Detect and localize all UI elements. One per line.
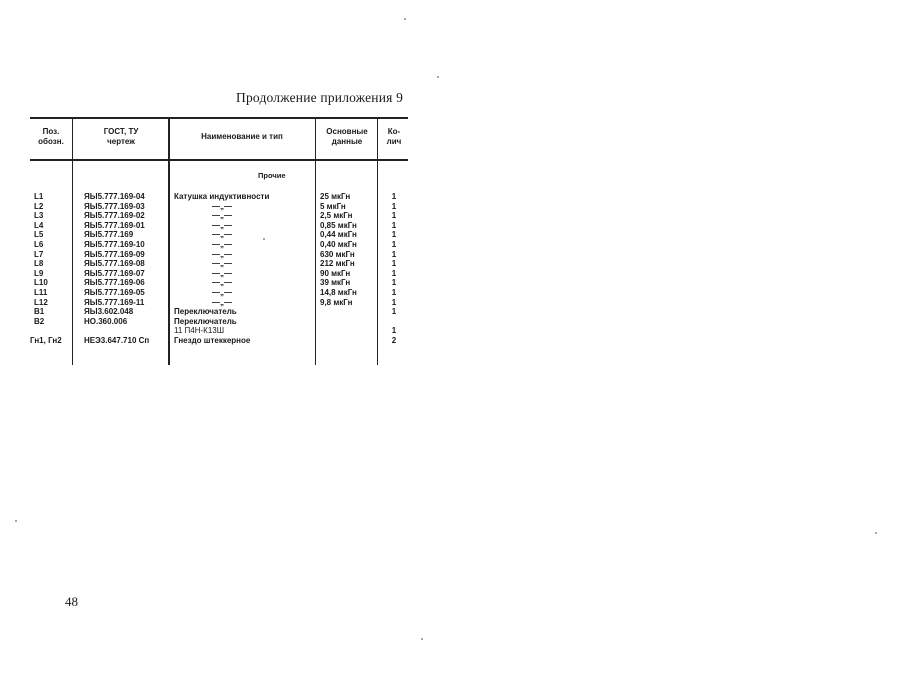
cell-pos: L9 (34, 268, 44, 278)
cell-gost: ЯЫ5.777.169-04 (84, 192, 145, 201)
cell-name: —„— (212, 297, 232, 307)
cell-name: —„— (212, 278, 232, 288)
cell-data (320, 317, 357, 327)
cell-data: 0,85 мкГн (320, 220, 357, 230)
cell-qty: 1 (391, 220, 397, 230)
column-qty (388, 192, 400, 346)
cell-gost: ЯЫ5.777.169-11 (84, 297, 145, 307)
header-pos: Поз. обозн. (38, 127, 64, 146)
table-top-border (30, 117, 408, 119)
cell-name: Переключатель (174, 316, 237, 326)
cell-name: —„— (212, 211, 232, 221)
cell-pos: L3 (34, 211, 44, 221)
cell-pos: B2 (34, 316, 45, 326)
cell-gost: ЯЫ5.777.169-10 (84, 239, 145, 249)
cell-qty: 1 (391, 201, 397, 211)
cell-pos: L8 (34, 259, 44, 269)
column-divider (168, 117, 170, 365)
column-name (174, 192, 269, 346)
cell-qty: 1 (391, 297, 397, 307)
cell-gost: ЯЫ5.777.169-01 (84, 220, 145, 230)
cell-data: 14,8 мкГн (320, 287, 357, 297)
header-name: Наименование и тип (201, 132, 283, 141)
cell-qty (388, 317, 400, 327)
cell-qty: 1 (391, 249, 397, 259)
cell-qty: 1 (391, 287, 397, 297)
cell-qty: 1 (391, 326, 397, 336)
cell-qty: 1 (391, 239, 397, 249)
header-data: Основные данные (326, 127, 368, 146)
section-title: Прочие (258, 171, 286, 180)
scan-speck (263, 238, 265, 240)
cell-qty: 1 (391, 211, 397, 221)
cell-pos: L10 (34, 278, 48, 288)
cell-gost: ЯЫ5.777.169-07 (84, 268, 145, 278)
cell-name: —„— (212, 230, 232, 240)
column-pos (30, 192, 62, 346)
cell-name: Гнездо штеккерное (174, 335, 251, 345)
column-gost (84, 192, 149, 346)
header-gost: ГОСТ, ТУ чертеж (103, 127, 139, 146)
cell-gost: ЯЫ5.777.169-03 (84, 201, 145, 211)
cell-pos: L6 (34, 239, 44, 249)
cell-name: Переключатель (174, 307, 237, 317)
cell-qty: 1 (391, 278, 397, 288)
cell-name: —„— (212, 287, 232, 297)
cell-qty: 1 (391, 268, 397, 278)
cell-gost: ЯЫ5.777.169-06 (84, 278, 145, 288)
cell-gost: ЯЫ5.777.169-02 (84, 211, 145, 221)
scan-speck (404, 18, 406, 20)
cell-data: 0,44 мкГн (320, 230, 357, 240)
cell-pos (34, 326, 62, 336)
cell-gost: НО.360.006 (84, 316, 128, 326)
cell-pos: L7 (34, 249, 44, 259)
cell-data (320, 307, 357, 317)
cell-data (320, 326, 357, 336)
cell-name: —„— (212, 220, 232, 230)
cell-pos: L2 (34, 201, 44, 211)
cell-pos: L12 (34, 297, 48, 307)
cell-data: 0,40 мкГн (320, 239, 357, 249)
cell-qty: 1 (391, 230, 397, 240)
cell-name: —„— (212, 259, 232, 269)
cell-data (320, 336, 357, 346)
header-separator (30, 159, 408, 161)
cell-gost: ЯЫ5.777.169-05 (84, 287, 145, 297)
cell-name: Катушка индуктивности (174, 192, 270, 201)
cell-data: 25 мкГн (320, 192, 351, 201)
cell-name: —„— (212, 239, 232, 249)
cell-name: —„— (212, 249, 232, 259)
caption: Продолжение приложения 9 (236, 90, 404, 105)
cell-data: 2,5 мкГн (320, 211, 353, 221)
scan-speck (875, 532, 877, 534)
cell-data: 630 мкГн (320, 249, 355, 259)
cell-pos: B1 (34, 307, 45, 317)
cell-gost: ЯЫ5.777.169-08 (84, 259, 145, 269)
cell-qty: 1 (391, 307, 397, 317)
cell-data: 90 мкГн (320, 268, 351, 278)
cell-gost: ЯЫ5.777.169-09 (84, 249, 145, 259)
cell-qty: 1 (391, 192, 397, 201)
cell-gost (84, 326, 149, 336)
cell-pos: L4 (34, 220, 44, 230)
cell-pos: L5 (34, 230, 44, 240)
cell-pos: L1 (34, 192, 44, 201)
cell-gost: НЕЭ3.647.710 Сп (84, 335, 150, 345)
cell-pos: Гн1, Гн2 (30, 335, 62, 345)
column-divider (315, 117, 316, 365)
cell-name: —„— (212, 268, 232, 278)
cell-gost: ЯЫ5.777.169 (84, 230, 134, 240)
column-data (320, 192, 357, 346)
parts-table (30, 117, 408, 365)
header-qty: Ко- лич (386, 127, 402, 146)
cell-pos: L11 (34, 287, 48, 297)
scan-speck (437, 76, 439, 78)
cell-name: 11 П4Н-К13Ш (174, 326, 225, 336)
scan-speck (421, 638, 423, 640)
page-number: 48 (65, 594, 78, 609)
cell-qty: 2 (391, 335, 397, 345)
cell-name: —„— (212, 201, 232, 211)
cell-data: 9,8 мкГн (320, 297, 353, 307)
column-divider (72, 117, 73, 365)
cell-gost: ЯЫ3.602.048 (84, 307, 134, 317)
cell-data: 212 мкГн (320, 259, 355, 269)
cell-data: 39 мкГн (320, 278, 351, 288)
cell-qty: 1 (391, 259, 397, 269)
scan-speck (15, 520, 17, 522)
cell-data: 5 мкГн (320, 201, 346, 211)
column-divider (377, 117, 378, 365)
